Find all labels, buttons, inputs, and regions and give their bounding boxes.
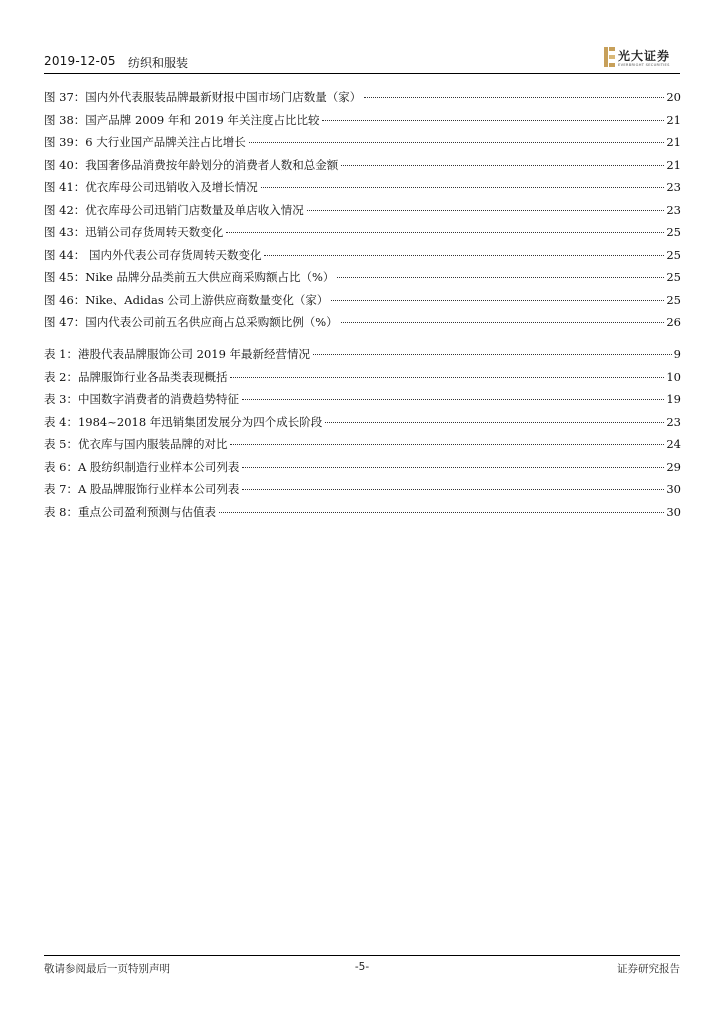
toc-figure-entry-label: 图 42：优衣库母公司迅销门店数量及单店收入情况 [44, 202, 304, 217]
toc-table-entry-page: 19 [666, 392, 681, 406]
table-list [44, 346, 681, 526]
dot-leader [341, 165, 664, 166]
dot-leader [337, 277, 664, 278]
toc-figure-entry-page: 23 [666, 180, 681, 194]
toc-table-entry-label: 表 1：港股代表品牌服饰公司 2019 年最新经营情况 [44, 347, 311, 361]
toc-figure-entry-label: 图 47：国内代表公司前五名供应商占总采购额比例（%） [44, 315, 338, 329]
toc-table-entry-page: 24 [666, 437, 681, 451]
toc-figure-entry-page: 25 [666, 225, 681, 239]
logo-mark-icon [604, 47, 615, 67]
toc-figure-entry[interactable] [44, 314, 681, 337]
footer-divider [44, 955, 680, 956]
dot-leader [325, 422, 664, 423]
toc-table-entry-page: 30 [666, 482, 681, 496]
toc-figure-entry-label: 图 45：Nike 品牌分品类前五大供应商采购额占比（%） [44, 270, 335, 284]
toc-table-entry-label: 表 7：A 股品牌服饰行业样本公司列表 [44, 482, 240, 496]
toc-figure-entry[interactable] [44, 179, 681, 202]
toc-figure-entry[interactable] [44, 202, 681, 225]
toc-figure-entry-page: 25 [666, 247, 681, 262]
toc-table-entry-label: 表 8：重点公司盈利预测与估值表 [44, 504, 216, 519]
toc-table-entry[interactable] [44, 481, 681, 504]
dot-leader [249, 142, 665, 143]
toc-figure-entry-page: 21 [666, 112, 681, 127]
page-header [44, 44, 680, 74]
dot-leader [313, 354, 672, 355]
toc-table-entry-label: 表 4：1984~2018 年迅销集团发展分为四个成长阶段 [44, 414, 323, 429]
toc-table-entry[interactable] [44, 459, 681, 482]
page-number: -5- [354, 961, 370, 973]
dot-leader [242, 399, 664, 400]
toc-table-entry-label: 表 3：中国数字消费者的消费趋势特征 [44, 392, 239, 406]
toc-table-entry[interactable] [44, 369, 681, 392]
toc-table-entry[interactable] [44, 391, 681, 414]
toc-figure-entry[interactable] [44, 112, 681, 135]
toc-figure-entry-page: 25 [666, 270, 681, 284]
toc-figure-entry[interactable] [44, 292, 681, 315]
toc-figure-entry-page: 26 [666, 315, 681, 329]
toc-figure-entry-page: 21 [666, 157, 681, 172]
dot-leader [226, 232, 664, 233]
toc-figure-entry-label: 图 37：国内外代表服装品牌最新财报中国市场门店数量（家） [44, 90, 362, 104]
dot-leader [230, 377, 664, 378]
toc-table-entry-label: 表 2：品牌服饰行业各品类表现概括 [44, 369, 228, 384]
toc-table-entry-page: 9 [673, 347, 681, 361]
dot-leader [331, 300, 664, 301]
toc-figure-entry[interactable] [44, 89, 681, 112]
logo-subtext: EVERBRIGHT SECURITIES [618, 63, 670, 67]
toc-figure-entry[interactable] [44, 134, 681, 157]
toc-figure-entry[interactable] [44, 247, 681, 270]
toc-figure-entry-label: 图 44： 国内外代表公司存货周转天数变化 [44, 247, 262, 262]
toc-table-entry-page: 30 [666, 504, 681, 519]
dot-leader [264, 255, 664, 256]
figure-list [44, 89, 681, 337]
dot-leader [341, 322, 665, 323]
toc-figure-entry-label: 图 40：我国奢侈品消费按年龄划分的消费者人数和总金额 [44, 157, 339, 172]
toc-figure-entry-page: 23 [666, 202, 681, 217]
report-date: 2019-12-05 [44, 54, 116, 68]
toc-figure-entry-page: 25 [666, 292, 681, 307]
toc-figure-entry-page: 20 [666, 90, 681, 104]
logo-text: 光大证券 [618, 49, 671, 63]
company-logo [604, 44, 680, 72]
toc-table-entry[interactable] [44, 436, 681, 459]
dot-leader [364, 97, 664, 98]
toc-table-entry[interactable] [44, 346, 681, 369]
toc-figure-entry[interactable] [44, 157, 681, 180]
toc-table-entry-page: 29 [666, 459, 681, 474]
report-type: 证券研究报告 [617, 963, 680, 975]
toc-table-entry-label: 表 6：A 股纺织制造行业样本公司列表 [44, 459, 240, 474]
page-footer [44, 961, 680, 977]
toc-figure-entry-label: 图 43：迅销公司存货周转天数变化 [44, 225, 224, 239]
toc-figure-entry-label: 图 46：Nike、Adidas 公司上游供应商数量变化（家） [44, 292, 329, 307]
header-divider [44, 73, 680, 74]
disclaimer-note: 敬请参阅最后一页特别声明 [44, 963, 170, 975]
dot-leader [322, 120, 664, 121]
toc-figure-entry-label: 图 41：优衣库母公司迅销收入及增长情况 [44, 180, 258, 194]
toc-table-entry-page: 10 [666, 369, 681, 384]
toc-figure-entry-page: 21 [666, 135, 681, 149]
dot-leader [242, 467, 664, 468]
toc-table-entry-label: 表 5：优衣库与国内服装品牌的对比 [44, 437, 228, 451]
toc-figure-entry-label: 图 39：6 大行业国产品牌关注占比增长 [44, 135, 246, 149]
dot-leader [219, 512, 664, 513]
report-category: 纺织和服装 [128, 56, 189, 70]
toc-table-entry[interactable] [44, 414, 681, 437]
toc-figure-entry-label: 图 38：国产品牌 2009 年和 2019 年关注度占比比较 [44, 112, 320, 127]
toc-figure-entry[interactable] [44, 269, 681, 292]
dot-leader [230, 444, 664, 445]
toc-figure-entry[interactable] [44, 224, 681, 247]
dot-leader [261, 187, 665, 188]
toc-table-entry-page: 23 [666, 414, 681, 429]
toc-table-entry[interactable] [44, 504, 681, 527]
dot-leader [242, 489, 664, 490]
dot-leader [307, 210, 665, 211]
